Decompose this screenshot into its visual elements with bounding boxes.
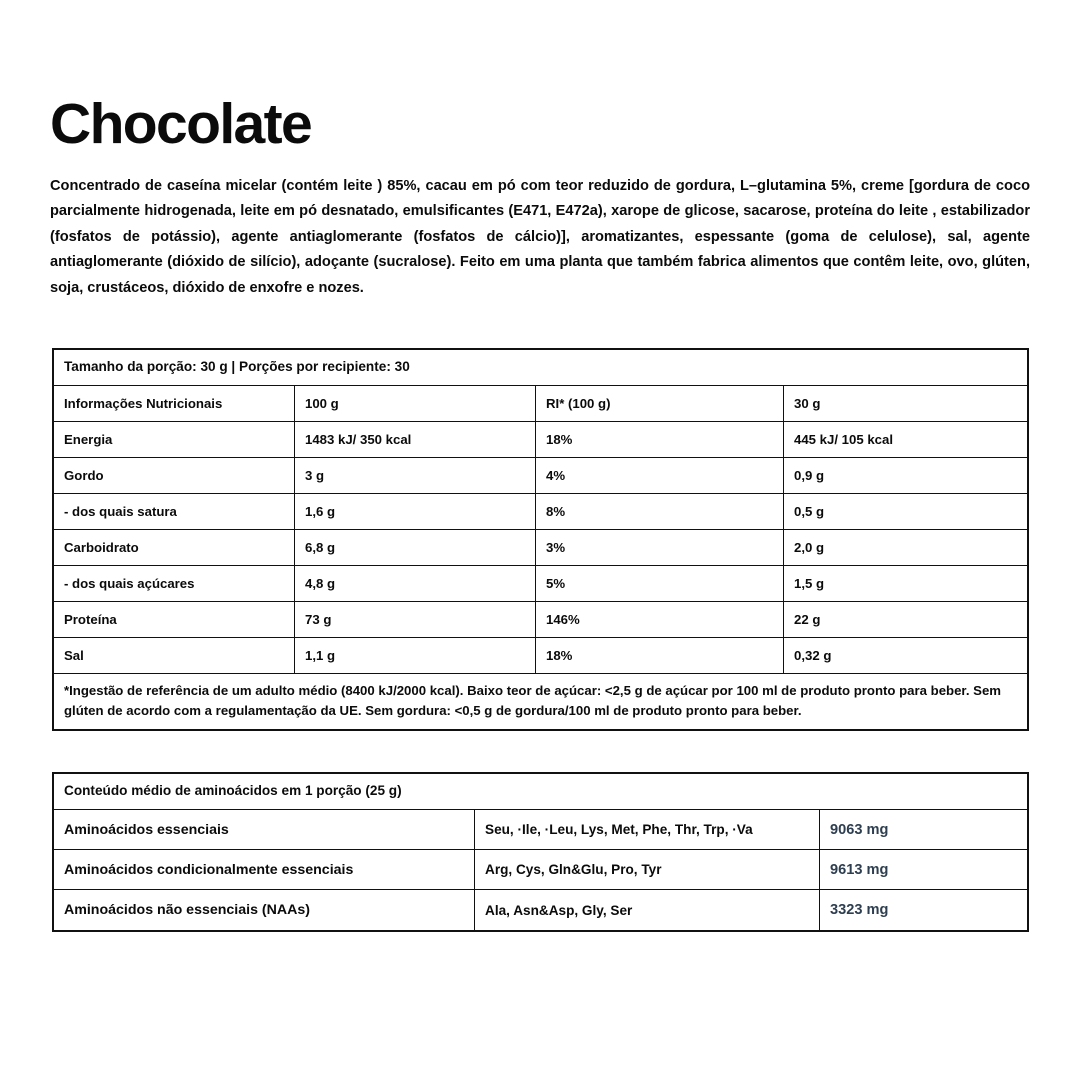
nutrition-header-row xyxy=(54,386,1027,422)
header-cell-label: Informações Nutricionais xyxy=(54,386,295,421)
nutrient-name: - dos quais satura xyxy=(54,494,295,529)
table-row xyxy=(54,810,1027,850)
table-row xyxy=(54,458,1027,494)
nutrient-per-100g: 3 g xyxy=(295,458,536,493)
amino-group-name: Aminoácidos não essenciais (NAAs) xyxy=(54,890,475,930)
nutrient-name: - dos quais açúcares xyxy=(54,566,295,601)
table-row xyxy=(54,422,1027,458)
amino-amount: 9613 mg xyxy=(830,861,889,878)
nutrient-ri: 5% xyxy=(536,566,784,601)
nutrient-name: Gordo xyxy=(54,458,295,493)
nutrient-per-serving: 22 g xyxy=(794,612,821,627)
header-cell-per-serving: 30 g xyxy=(794,396,821,411)
amino-group-name: Aminoácidos condicionalmente essenciais xyxy=(54,850,475,889)
nutrient-ri: 8% xyxy=(536,494,784,529)
amino-table-caption: Conteúdo médio de aminoácidos em 1 porção (25 g) xyxy=(64,783,402,799)
nutrient-per-100g: 1483 kJ/ 350 kcal xyxy=(295,422,536,457)
page-title: Chocolate xyxy=(50,92,312,156)
amino-caption-band xyxy=(54,774,1027,810)
nutrient-per-100g: 73 g xyxy=(295,602,536,637)
serving-size-band xyxy=(54,350,1027,386)
table-row xyxy=(54,850,1027,890)
nutrient-per-100g: 1,1 g xyxy=(295,638,536,673)
nutrition-footnote-band xyxy=(54,674,1027,729)
nutrition-footnote: *Ingestão de referência de um adulto médio (8400 kJ/2000 kcal). Baixo teor de açúcar: <2,5 g de açúcar por 100 ml de produto pronto para beber. Sem glúten de acordo com a regulamentação da UE. Sem gordura: <0,5 g de gordura/100 ml de produto pronto para beber. xyxy=(64,683,1002,718)
nutrient-per-serving: 0,9 g xyxy=(794,468,825,483)
serving-size-caption: Tamanho da porção: 30 g | Porções por recipiente: 30 xyxy=(64,359,410,375)
amino-acid-list: Arg, Cys, Gln&Glu, Pro, Tyr xyxy=(475,850,820,889)
nutrient-per-serving: 2,0 g xyxy=(794,540,825,555)
nutrient-ri: 3% xyxy=(536,530,784,565)
nutrient-per-100g: 6,8 g xyxy=(295,530,536,565)
header-cell-per-100g: 100 g xyxy=(295,386,536,421)
table-row xyxy=(54,890,1027,930)
nutrition-table xyxy=(52,348,1029,731)
nutrient-name: Energia xyxy=(54,422,295,457)
nutrient-ri: 4% xyxy=(536,458,784,493)
nutrient-per-100g: 1,6 g xyxy=(295,494,536,529)
nutrient-ri: 146% xyxy=(536,602,784,637)
amino-amount: 9063 mg xyxy=(830,821,889,838)
nutrient-per-serving: 0,5 g xyxy=(794,504,825,519)
table-row xyxy=(54,494,1027,530)
amino-acid-list: Seu, ·Ile, ·Leu, Lys, Met, Phe, Thr, Trp, ·Va xyxy=(475,810,820,849)
table-row xyxy=(54,638,1027,674)
table-row xyxy=(54,566,1027,602)
table-row xyxy=(54,602,1027,638)
nutrient-per-serving: 0,32 g xyxy=(794,648,832,663)
nutrient-per-serving: 1,5 g xyxy=(794,576,825,591)
nutrient-per-100g: 4,8 g xyxy=(295,566,536,601)
nutrient-name: Carboidrato xyxy=(54,530,295,565)
amino-group-name: Aminoácidos essenciais xyxy=(54,810,475,849)
header-cell-ri: RI* (100 g) xyxy=(536,386,784,421)
amino-amount: 3323 mg xyxy=(830,902,889,918)
nutrient-name: Proteína xyxy=(54,602,295,637)
ingredients-paragraph: Concentrado de caseína micelar (contém leite ) 85%, cacau em pó com teor reduzido de gordura, L–glutamina 5%, creme [gordura de coco parcialmente hidrogenada, leite em pó desnatado, emulsificantes (E471, E472a), xarope de glicose, sacarose, proteína do leite , estabilizador (fosfatos de potássio), agente antiaglomerante (fosfatos de cálcio)], aromatizantes, espessante (goma de celulose), sal, agente antiaglomerante (dióxido de silício), adoçante (sucralose). Feito em uma planta que também fabrica alimentos que contêm leite, ovo, glúten, soja, crustáceos, dióxido de enxofre e nozes. xyxy=(50,178,1030,296)
amino-acid-table xyxy=(52,772,1029,932)
nutrient-per-serving: 445 kJ/ 105 kcal xyxy=(794,432,893,447)
nutrient-ri: 18% xyxy=(536,422,784,457)
table-row xyxy=(54,530,1027,566)
amino-acid-list: Ala, Asn&Asp, Gly, Ser xyxy=(475,890,820,930)
nutrient-ri: 18% xyxy=(536,638,784,673)
nutrient-name: Sal xyxy=(54,638,295,673)
